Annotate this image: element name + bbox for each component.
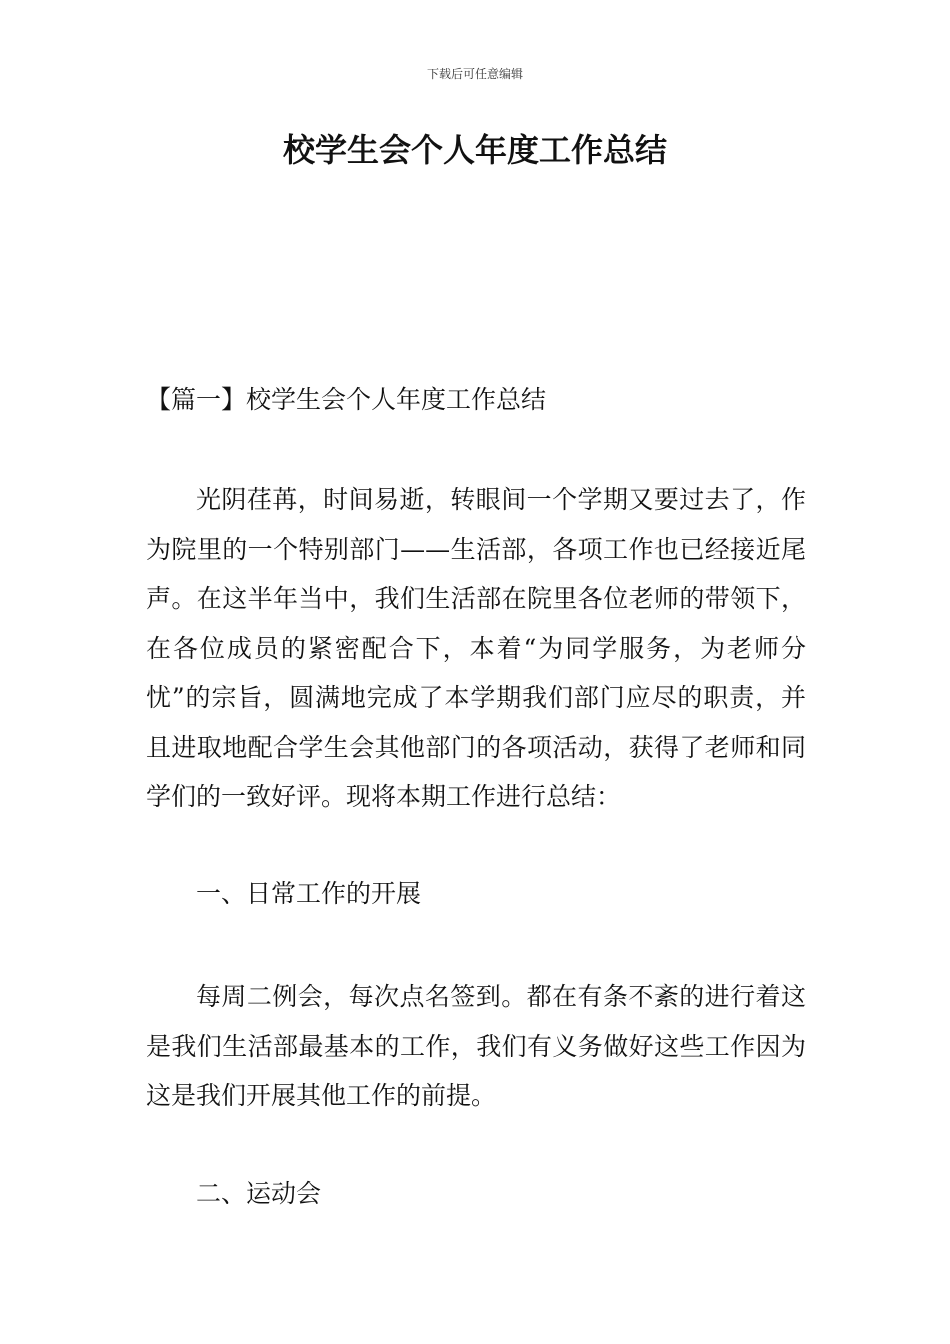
paragraph-intro: 光阴荏苒，时间易逝，转眼间一个学期又要过去了，作为院里的一个特别部门——生活部，各项工作也已经接近尾声。在这半年当中，我们生活部在院里各位老师的带领下，在各位成员的紧密配合下，本着“为同学服务，为老师分忧”的宗旨，圆满地完成了本学期我们部门应尽的职责，并且进取地配合学生会其他部门的各项活动，获得了老师和同学们的一致好评。现将本期工作进行总结： [146,485,806,811]
document-title: 校学生会个人年度工作总结 [282,131,667,169]
paragraph-daily-work: 每周二例会，每次点名签到。都在有条不紊的进行着这是我们生活部最基本的工作，我们有义务做好这些工作因为这是我们开展其他工作的前提。 [146,982,806,1110]
subheading-sports-meet: 二、运动会 [196,1179,322,1208]
header-note: 下载后可任意编辑 [426,67,523,81]
subheading-daily-work: 一、日常工作的开展 [196,879,422,908]
section-heading: 【篇一】校学生会个人年度工作总结 [146,385,547,414]
